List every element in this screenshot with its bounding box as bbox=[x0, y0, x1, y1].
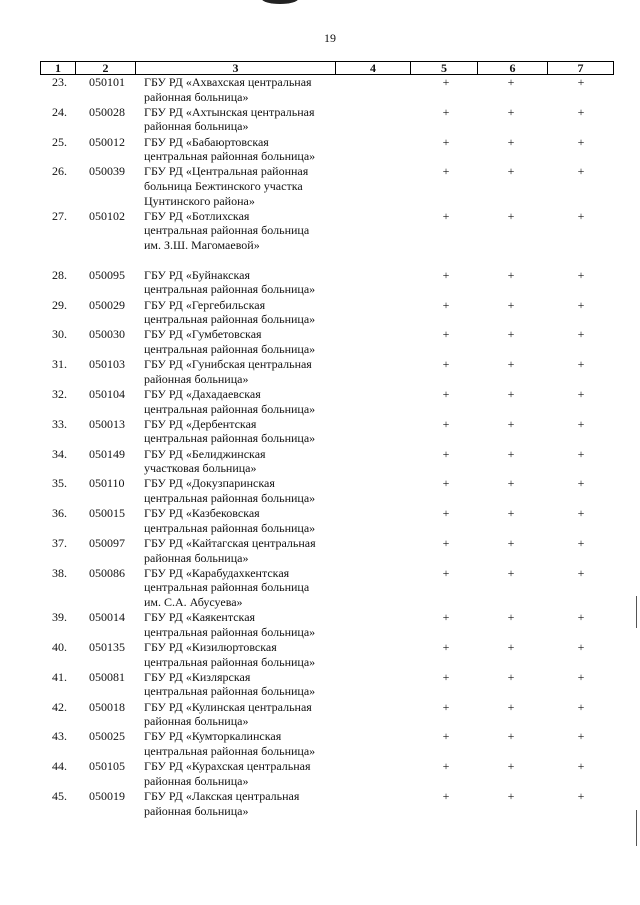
institution-name-line: центральная районная больница» bbox=[144, 282, 316, 297]
institution-name-line: ГБУ РД «Буйнакская bbox=[144, 267, 250, 282]
mark-col-7: + bbox=[577, 640, 585, 654]
institution-code: 050028 bbox=[89, 104, 125, 119]
institution-code: 050110 bbox=[89, 476, 125, 491]
mark-col-6: + bbox=[507, 327, 515, 342]
row-number: 44. bbox=[52, 759, 67, 774]
mark-col-6: + bbox=[507, 416, 515, 431]
row-number: 28. bbox=[52, 267, 67, 282]
row-number: 26. bbox=[52, 164, 67, 179]
mark-col-6: + bbox=[507, 164, 515, 179]
mark-col-5: + bbox=[442, 640, 450, 654]
institution-name-line: районная больница» bbox=[144, 773, 249, 788]
institution-name bbox=[144, 105, 344, 134]
mark-col-5: + bbox=[442, 208, 450, 223]
mark-col-6: + bbox=[507, 699, 515, 714]
mark-col-7: + bbox=[577, 729, 585, 744]
mark-col-7: + bbox=[577, 476, 585, 491]
scan-artifact bbox=[262, 0, 298, 4]
institution-name-line: ГБУ РД «Казбековская bbox=[144, 506, 260, 521]
institution-name bbox=[144, 670, 344, 699]
mark-col-7: + bbox=[577, 565, 585, 580]
institution-name bbox=[144, 387, 344, 416]
mark-col-7: + bbox=[577, 164, 585, 179]
institution-name-line: ГБУ РД «Ботлихская bbox=[144, 208, 250, 223]
institution-name-line: ГБУ РД «Кизлярская bbox=[144, 669, 251, 684]
institution-name-line: центральная районная больница» bbox=[144, 743, 316, 758]
institution-name bbox=[144, 536, 344, 565]
institution-name-line: ГБУ РД «Курахская центральная bbox=[144, 759, 311, 774]
institution-name-line: им. З.Ш. Магомаевой» bbox=[144, 237, 260, 252]
institution-name bbox=[144, 566, 344, 610]
row-number: 39. bbox=[52, 610, 67, 625]
institution-name-line: центральная районная больница» bbox=[144, 401, 316, 416]
mark-col-5: + bbox=[442, 789, 450, 803]
institution-name-line: центральная районная больница bbox=[144, 223, 310, 238]
institution-name-line: центральная районная больница» bbox=[144, 341, 316, 356]
mark-col-5: + bbox=[442, 610, 450, 625]
page-number: 19 bbox=[324, 31, 336, 45]
row-number: 37. bbox=[52, 536, 67, 550]
institution-name bbox=[144, 506, 344, 535]
institution-name-line: ГБУ РД «Ахтынская центральная bbox=[144, 104, 315, 119]
mark-col-5: + bbox=[442, 446, 450, 461]
row-number: 35. bbox=[52, 476, 67, 491]
row-number: 25. bbox=[52, 134, 67, 149]
institution-name-line: ГБУ РД «Дербентская bbox=[144, 416, 257, 431]
institution-name-line: ГБУ РД «Кизилюртовская bbox=[144, 640, 277, 654]
institution-name bbox=[144, 327, 344, 356]
mark-col-5: + bbox=[442, 536, 450, 550]
mark-col-7: + bbox=[577, 789, 585, 803]
mark-col-7: + bbox=[577, 610, 585, 625]
mark-col-6: + bbox=[507, 610, 515, 625]
institution-name bbox=[144, 610, 344, 639]
mark-col-7: + bbox=[577, 104, 585, 119]
institution-name-line: ГБУ РД «Кайтагская центральная bbox=[144, 536, 316, 550]
institution-name bbox=[144, 164, 344, 208]
mark-col-7: + bbox=[577, 387, 585, 401]
mark-col-5: + bbox=[442, 134, 450, 149]
institution-name-line: центральная районная больница» bbox=[144, 654, 316, 669]
institution-name-line: центральная районная больница» bbox=[144, 149, 316, 164]
mark-col-6: + bbox=[507, 640, 515, 654]
institution-name-line: участковая больница» bbox=[144, 461, 257, 476]
institution-name-line: центральная районная больница» bbox=[144, 431, 316, 446]
institution-name-line: районная больница» bbox=[144, 371, 249, 386]
mark-col-5: + bbox=[442, 699, 450, 714]
mark-col-5: + bbox=[442, 416, 450, 431]
mark-col-7: + bbox=[577, 506, 585, 521]
institution-name bbox=[144, 135, 344, 164]
column-header-7: 7 bbox=[577, 61, 584, 75]
row-number: 43. bbox=[52, 729, 67, 744]
mark-col-6: + bbox=[507, 357, 515, 372]
institution-code: 050149 bbox=[89, 446, 125, 461]
institution-name bbox=[144, 75, 344, 104]
mark-col-7: + bbox=[577, 536, 585, 550]
mark-col-6: + bbox=[507, 536, 515, 550]
institution-name-line: ГБУ РД «Карабудахкентская bbox=[144, 565, 290, 580]
row-number: 31. bbox=[52, 357, 67, 372]
mark-col-5: + bbox=[442, 669, 450, 684]
institution-name-line: ГБУ РД «Докузпаринская bbox=[144, 476, 275, 491]
mark-col-6: + bbox=[507, 669, 515, 684]
institution-name-line: ГБУ РД «Дахадаевская bbox=[144, 387, 261, 401]
mark-col-6: + bbox=[507, 297, 515, 312]
institution-name-line: центральная районная больница» bbox=[144, 490, 316, 505]
column-header-4: 4 bbox=[336, 62, 411, 74]
institution-code: 050081 bbox=[89, 669, 125, 684]
column-header-2: 2 bbox=[76, 62, 136, 74]
mark-col-7: + bbox=[577, 669, 585, 684]
institution-name bbox=[144, 357, 344, 386]
institution-name bbox=[144, 759, 344, 788]
column-header-3: 3 bbox=[136, 62, 336, 74]
institution-name-line: ГБУ РД «Белиджинская bbox=[144, 446, 266, 461]
institution-name-line: ГБУ РД «Ахвахская центральная bbox=[144, 75, 312, 89]
scan-edge-line bbox=[636, 596, 637, 628]
institution-name-line: больница Бежтинского участка bbox=[144, 178, 303, 193]
mark-col-6: + bbox=[507, 387, 515, 401]
row-number: 27. bbox=[52, 208, 67, 223]
institution-code: 050103 bbox=[89, 357, 125, 372]
mark-col-5: + bbox=[442, 565, 450, 580]
row-number: 40. bbox=[52, 640, 67, 654]
row-number: 32. bbox=[52, 387, 67, 401]
institution-code: 050018 bbox=[89, 699, 125, 714]
mark-col-6: + bbox=[507, 208, 515, 223]
column-header-6: 6 bbox=[478, 62, 548, 74]
institution-name bbox=[144, 298, 344, 327]
institution-name-line: районная больница» bbox=[144, 89, 249, 104]
institution-code: 050029 bbox=[89, 297, 125, 312]
institution-name-line: районная больница» bbox=[144, 714, 249, 729]
mark-col-5: + bbox=[442, 297, 450, 312]
institution-name-line: ГБУ РД «Бабаюртовская bbox=[144, 134, 269, 149]
institution-name bbox=[144, 268, 344, 297]
mark-col-6: + bbox=[507, 75, 515, 89]
institution-name-line: центральная районная больница» bbox=[144, 312, 316, 327]
row-number: 38. bbox=[52, 565, 67, 580]
institution-code: 050030 bbox=[89, 327, 125, 342]
institution-name-line: центральная районная больница» bbox=[144, 684, 316, 699]
mark-col-6: + bbox=[507, 789, 515, 803]
mark-col-6: + bbox=[507, 134, 515, 149]
mark-col-5: + bbox=[442, 75, 450, 89]
mark-col-6: + bbox=[507, 104, 515, 119]
mark-col-5: + bbox=[442, 759, 450, 774]
institution-name bbox=[144, 789, 344, 818]
institution-code: 050097 bbox=[89, 536, 125, 550]
mark-col-7: + bbox=[577, 357, 585, 372]
mark-col-5: + bbox=[442, 357, 450, 372]
column-header-5: 5 bbox=[411, 62, 478, 74]
mark-col-5: + bbox=[442, 104, 450, 119]
institution-name-line: ГБУ РД «Каякентская bbox=[144, 610, 256, 625]
institution-name bbox=[144, 476, 344, 505]
row-number: 42. bbox=[52, 699, 67, 714]
mark-col-7: + bbox=[577, 327, 585, 342]
institution-name-line: ГБУ РД «Лакская центральная bbox=[144, 789, 300, 803]
column-header-1: 1 bbox=[41, 62, 76, 74]
mark-col-6: + bbox=[507, 446, 515, 461]
row-number: 36. bbox=[52, 506, 67, 521]
mark-col-7: + bbox=[577, 208, 585, 223]
institution-code: 050102 bbox=[89, 208, 125, 223]
row-number: 34. bbox=[52, 446, 67, 461]
institution-name-line: центральная районная больница» bbox=[144, 624, 316, 639]
institution-code: 050012 bbox=[89, 134, 125, 149]
mark-col-6: + bbox=[507, 476, 515, 491]
institution-name-line: центральная районная больница bbox=[144, 580, 310, 595]
mark-col-7: + bbox=[577, 699, 585, 714]
institution-code: 050135 bbox=[89, 640, 125, 654]
institution-name bbox=[144, 729, 344, 758]
table-header bbox=[40, 61, 614, 75]
institution-name-line: им. С.А. Абусуева» bbox=[144, 594, 243, 609]
institution-code: 050095 bbox=[89, 267, 125, 282]
institution-name-line: ГБУ РД «Гунибская центральная bbox=[144, 357, 312, 372]
mark-col-5: + bbox=[442, 476, 450, 491]
institution-code: 050086 bbox=[89, 565, 125, 580]
mark-col-5: + bbox=[442, 387, 450, 401]
mark-col-6: + bbox=[507, 729, 515, 744]
mark-col-5: + bbox=[442, 164, 450, 179]
mark-col-7: + bbox=[577, 134, 585, 149]
institution-name-line: ГБУ РД «Кумторкалинская bbox=[144, 729, 282, 744]
row-number: 33. bbox=[52, 416, 67, 431]
institution-name bbox=[144, 700, 344, 729]
institution-name-line: районная больница» bbox=[144, 550, 249, 565]
institution-name bbox=[144, 447, 344, 476]
institution-code: 050013 bbox=[89, 416, 125, 431]
institution-name bbox=[144, 209, 344, 253]
institution-code: 050015 bbox=[89, 506, 125, 521]
institution-name bbox=[144, 640, 344, 669]
institution-name-line: районная больница» bbox=[144, 119, 249, 134]
institution-name bbox=[144, 417, 344, 446]
institution-code: 050025 bbox=[89, 729, 125, 744]
institution-code: 050105 bbox=[89, 759, 125, 774]
mark-col-5: + bbox=[442, 506, 450, 521]
mark-col-7: + bbox=[577, 297, 585, 312]
mark-col-6: + bbox=[507, 565, 515, 580]
mark-col-7: + bbox=[577, 446, 585, 461]
row-number: 24. bbox=[52, 104, 67, 119]
institution-code: 050039 bbox=[89, 164, 125, 179]
institution-code: 050014 bbox=[89, 610, 125, 625]
scan-edge-line bbox=[636, 810, 637, 846]
mark-col-5: + bbox=[442, 327, 450, 342]
institution-name-line: ГБУ РД «Гергебильская bbox=[144, 297, 266, 312]
institution-name-line: ГБУ РД «Центральная районная bbox=[144, 164, 309, 179]
institution-name-line: ГБУ РД «Кулинская центральная bbox=[144, 699, 312, 714]
mark-col-6: + bbox=[507, 759, 515, 774]
mark-col-7: + bbox=[577, 759, 585, 774]
institution-name-line: Цунтинского района» bbox=[144, 193, 255, 208]
mark-col-7: + bbox=[577, 416, 585, 431]
institution-code: 050104 bbox=[89, 387, 125, 401]
institution-name-line: центральная районная больница» bbox=[144, 520, 316, 535]
row-number: 45. bbox=[52, 789, 67, 803]
mark-col-7: + bbox=[577, 267, 585, 282]
row-number: 23. bbox=[52, 75, 67, 89]
institution-code: 050019 bbox=[89, 789, 125, 803]
mark-col-6: + bbox=[507, 506, 515, 521]
institution-name-line: районная больница» bbox=[144, 803, 249, 818]
mark-col-5: + bbox=[442, 729, 450, 744]
institution-code: 050101 bbox=[89, 75, 125, 89]
row-number: 41. bbox=[52, 669, 67, 684]
institution-name-line: ГБУ РД «Гумбетовская bbox=[144, 327, 262, 342]
row-number: 30. bbox=[52, 327, 67, 342]
row-number: 29. bbox=[52, 297, 67, 312]
mark-col-7: + bbox=[577, 75, 585, 89]
mark-col-6: + bbox=[507, 267, 515, 282]
mark-col-5: + bbox=[442, 267, 450, 282]
